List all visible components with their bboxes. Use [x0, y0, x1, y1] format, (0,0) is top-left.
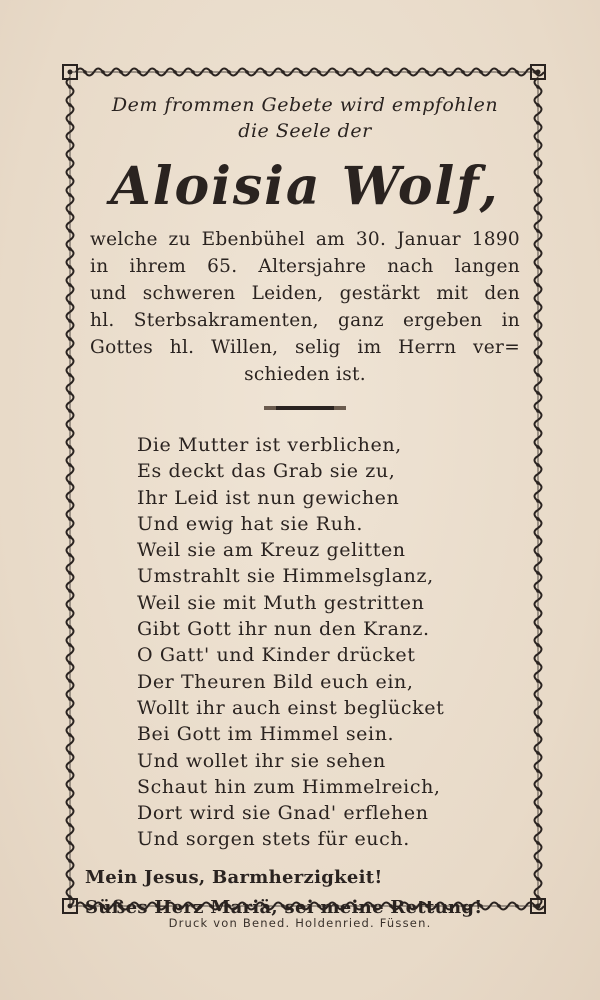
frame-dot	[227, 70, 231, 74]
divider-rule	[264, 406, 346, 410]
poem-line: Und ewig hat sie Ruh.	[137, 512, 364, 535]
frame-dot	[191, 70, 195, 74]
frame-dot	[317, 70, 321, 74]
frame-dot	[536, 589, 540, 593]
poem-line: Schaut hin zum Himmelreich,	[137, 775, 441, 798]
poem-line: Der Theuren Bild euch ein,	[137, 670, 414, 693]
frame-dot	[443, 70, 447, 74]
frame-dot	[68, 571, 72, 575]
frame-dot	[536, 499, 540, 503]
poem-line: Und wollet ihr sie sehen	[137, 749, 386, 772]
frame-dot	[68, 823, 72, 827]
frame-dot	[536, 859, 540, 863]
frame-dot	[68, 139, 72, 143]
frame-dot	[68, 697, 72, 701]
obituary-line: und schweren Leiden, gestärkt mit den	[90, 283, 520, 304]
frame-dot	[68, 787, 72, 791]
obituary-line: schieden ist.	[244, 364, 366, 385]
frame-dot	[407, 70, 411, 74]
frame-dot	[68, 553, 72, 557]
frame-dot	[68, 805, 72, 809]
frame-dot	[536, 229, 540, 233]
frame-dot	[536, 157, 540, 161]
frame-dot	[536, 409, 540, 413]
frame-dot	[536, 517, 540, 521]
poem-line: Gibt Gott ihr nun den Kranz.	[137, 618, 430, 641]
frame-dot	[536, 625, 540, 629]
frame-dot	[536, 877, 540, 881]
obituary-line: Gottes hl. Willen, selig im Herrn ver=	[90, 337, 520, 358]
frame-dot	[68, 679, 72, 683]
intro-line: Dem frommen Gebete wird empfohlen	[111, 94, 499, 116]
frame-dot	[68, 427, 72, 431]
frame-dot	[536, 751, 540, 755]
intro-text	[90, 92, 520, 144]
frame-dot	[68, 103, 72, 107]
frame-dot	[536, 121, 540, 125]
poem-line: Ihr Leid ist nun gewichen	[137, 486, 400, 509]
frame-dot	[263, 70, 267, 74]
frame-dot	[461, 70, 465, 74]
printer-imprint: Druck von Bened. Holdenried. Füssen.	[168, 916, 432, 930]
poem-line: Und sorgen stets für euch.	[137, 828, 410, 851]
frame-dot	[68, 625, 72, 629]
frame-dot	[68, 193, 72, 197]
frame-dot	[536, 211, 540, 215]
frame-dot	[515, 70, 519, 74]
obituary-line: in ihrem 65. Altersjahre nach langen	[90, 256, 520, 277]
frame-dot	[536, 391, 540, 395]
frame-dot	[155, 70, 159, 74]
prayer-line: Süßes Herz Mariä, sei meine Rettung!	[85, 896, 483, 918]
prayer-line: Mein Jesus, Barmherzigkeit!	[85, 866, 383, 888]
frame-dot	[536, 427, 540, 431]
frame-dot	[68, 463, 72, 467]
frame-dot	[68, 607, 72, 611]
frame-dot	[68, 733, 72, 737]
frame-dot	[68, 229, 72, 233]
obituary-line: hl. Sterbsakramenten, ganz ergeben in	[90, 310, 520, 331]
frame-dot	[536, 823, 540, 827]
poem-line: Weil sie mit Muth gestritten	[137, 591, 425, 614]
poem-line: Dort wird sie Gnad' erflehen	[137, 802, 429, 825]
frame-dot	[68, 265, 72, 269]
frame-dot	[536, 139, 540, 143]
intro-line: die Seele der	[238, 120, 372, 142]
frame-dot	[536, 715, 540, 719]
frame-dot	[536, 193, 540, 197]
frame-dot	[68, 337, 72, 341]
frame-dot	[536, 463, 540, 467]
frame-dot	[536, 769, 540, 773]
frame-dot	[68, 85, 72, 89]
poem-line: O Gatt' und Kinder drücket	[137, 644, 416, 667]
frame-dot	[68, 589, 72, 593]
poem-line: Wollt ihr auch einst beglücket	[137, 696, 445, 719]
frame-dot	[536, 643, 540, 647]
frame-dot	[335, 70, 339, 74]
frame-dot	[68, 247, 72, 251]
frame-dot	[83, 70, 87, 74]
frame-dot	[68, 373, 72, 377]
frame-dot	[68, 841, 72, 845]
poem-line: Es deckt das Grab sie zu,	[137, 460, 396, 483]
memorial-poem	[137, 432, 520, 853]
obituary-line: welche zu Ebenbühel am 30. Januar 1890	[90, 229, 520, 250]
frame-dot	[245, 70, 249, 74]
frame-dot	[536, 607, 540, 611]
frame-dot	[68, 715, 72, 719]
frame-dot	[68, 517, 72, 521]
frame-dot	[536, 103, 540, 107]
frame-corner-dot	[68, 70, 73, 75]
frame-dot	[68, 535, 72, 539]
frame-dot	[68, 481, 72, 485]
frame-dot	[536, 355, 540, 359]
frame-dot	[209, 70, 213, 74]
frame-dot	[68, 859, 72, 863]
frame-dot	[536, 697, 540, 701]
frame-dot	[536, 787, 540, 791]
poem-line: Bei Gott im Himmel sein.	[137, 723, 395, 746]
frame-dot	[281, 70, 285, 74]
frame-dot	[536, 535, 540, 539]
poem-line: Die Mutter ist verblichen,	[137, 434, 402, 456]
frame-dot	[536, 481, 540, 485]
frame-dot	[536, 265, 540, 269]
frame-dot	[68, 157, 72, 161]
frame-dot	[536, 553, 540, 557]
frame-corner-dot	[68, 904, 73, 909]
frame-dot	[173, 70, 177, 74]
frame-dot	[536, 175, 540, 179]
frame-dot	[536, 373, 540, 377]
frame-dot	[536, 733, 540, 737]
frame-dot	[536, 319, 540, 323]
frame-dot	[536, 661, 540, 665]
poem-line: Weil sie am Kreuz gelitten	[137, 539, 406, 562]
frame-dot	[536, 247, 540, 251]
frame-dot	[389, 70, 393, 74]
frame-dot	[536, 337, 540, 341]
frame-dot	[68, 643, 72, 647]
frame-dot	[536, 301, 540, 305]
frame-dot	[299, 70, 303, 74]
frame-dot	[68, 319, 72, 323]
frame-dot	[119, 70, 123, 74]
frame-dot	[68, 391, 72, 395]
frame-dot	[425, 70, 429, 74]
frame-dot	[536, 841, 540, 845]
frame-dot	[536, 571, 540, 575]
obituary-text	[90, 226, 520, 388]
frame-dot	[137, 70, 141, 74]
frame-dot	[536, 679, 540, 683]
frame-corner-dot	[536, 904, 541, 909]
frame-corner-dot	[536, 70, 541, 75]
frame-dot	[68, 355, 72, 359]
deceased-name: Aloisia Wolf,	[110, 156, 500, 217]
frame-dot	[536, 85, 540, 89]
frame-dot	[479, 70, 483, 74]
frame-dot	[68, 211, 72, 215]
frame-dot	[101, 70, 105, 74]
frame-dot	[68, 283, 72, 287]
frame-dot	[371, 70, 375, 74]
frame-dot	[68, 175, 72, 179]
poem-line: Umstrahlt sie Himmelsglanz,	[137, 565, 434, 588]
frame-dot	[68, 301, 72, 305]
frame-dot	[536, 805, 540, 809]
frame-dot	[68, 499, 72, 503]
frame-dot	[68, 121, 72, 125]
frame-dot	[68, 409, 72, 413]
frame-dot	[68, 769, 72, 773]
frame-dot	[68, 751, 72, 755]
frame-dot	[536, 445, 540, 449]
card-content	[85, 92, 520, 918]
frame-dot	[353, 70, 357, 74]
frame-dot	[68, 661, 72, 665]
frame-dot	[536, 283, 540, 287]
frame-dot	[68, 877, 72, 881]
prayer-invocations	[85, 863, 520, 923]
frame-dot	[497, 70, 501, 74]
frame-dot	[68, 445, 72, 449]
